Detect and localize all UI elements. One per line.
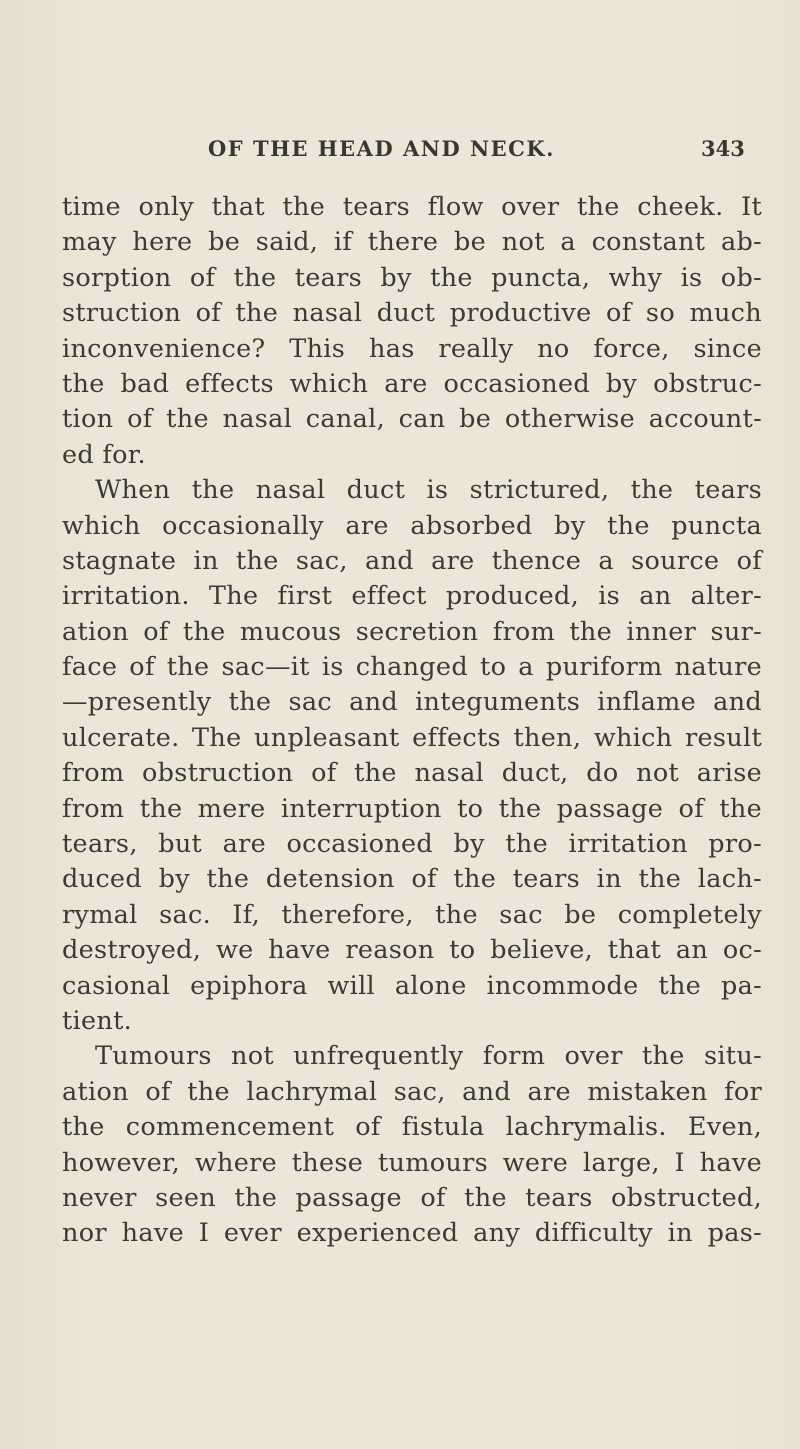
body-text — [62, 190, 762, 1252]
text-line: inconvenience? This has really no force, since — [62, 333, 762, 364]
text-line: from the mere interruption to the passage of the — [62, 793, 762, 824]
text-line: duced by the detension of the tears in the lach- — [62, 864, 762, 895]
text-line: which occasionally are absorbed by the puncta — [62, 510, 762, 541]
text-line: never seen the passage of the tears obstructed, — [62, 1182, 762, 1213]
text-line: face of the sac—it is changed to a puriform nature — [62, 652, 762, 683]
text-line: —presently the sac and integuments inflame and — [62, 687, 762, 718]
text-line: tears, but are occasioned by the irritation pro- — [62, 829, 762, 860]
text-line: ation of the lachrymal sac, and are mistaken for — [62, 1076, 762, 1107]
running-header — [0, 136, 800, 176]
text-line: nor have I ever experienced any difficulty in pas- — [62, 1218, 762, 1249]
text-line: rymal sac. If, therefore, the sac be completely — [62, 899, 762, 930]
text-line: may here be said, if there be not a constant ab- — [62, 227, 762, 258]
text-line: tion of the nasal canal, can be otherwise account- — [62, 404, 762, 435]
paragraph-start-line: Tumours not unfrequently form over the situ- — [95, 1041, 762, 1072]
paragraph-end-line: tient. — [62, 1005, 133, 1036]
text-line: from obstruction of the nasal duct, do not arise — [62, 758, 762, 789]
text-line: ation of the mucous secretion from the inner sur- — [62, 616, 762, 647]
text-line: struction of the nasal duct productive of so much — [62, 298, 762, 329]
text-line: however, where these tumours were large, I have — [62, 1147, 762, 1178]
text-line: the commencement of fistula lachrymalis. Even, — [62, 1112, 762, 1143]
text-line: sorption of the tears by the puncta, why is ob- — [62, 262, 762, 293]
text-line: casional epiphora will alone incommode the pa- — [62, 970, 762, 1001]
paragraph-start-line: When the nasal duct is strictured, the tears — [95, 475, 762, 506]
text-line: the bad effects which are occasioned by obstruc- — [62, 368, 762, 399]
text-line: time only that the tears flow over the cheek. It — [62, 192, 762, 222]
text-line: irritation. The first effect produced, is an alter- — [62, 581, 762, 612]
text-line: stagnate in the sac, and are thence a source of — [62, 545, 762, 576]
text-line: destroyed, we have reason to believe, that an oc- — [62, 935, 762, 966]
page-number: 343 — [701, 136, 745, 161]
running-title: OF THE HEAD AND NECK. — [208, 136, 555, 161]
paragraph-end-line: ed for. — [62, 439, 146, 470]
text-line: ulcerate. The unpleasant effects then, which result — [62, 722, 762, 753]
